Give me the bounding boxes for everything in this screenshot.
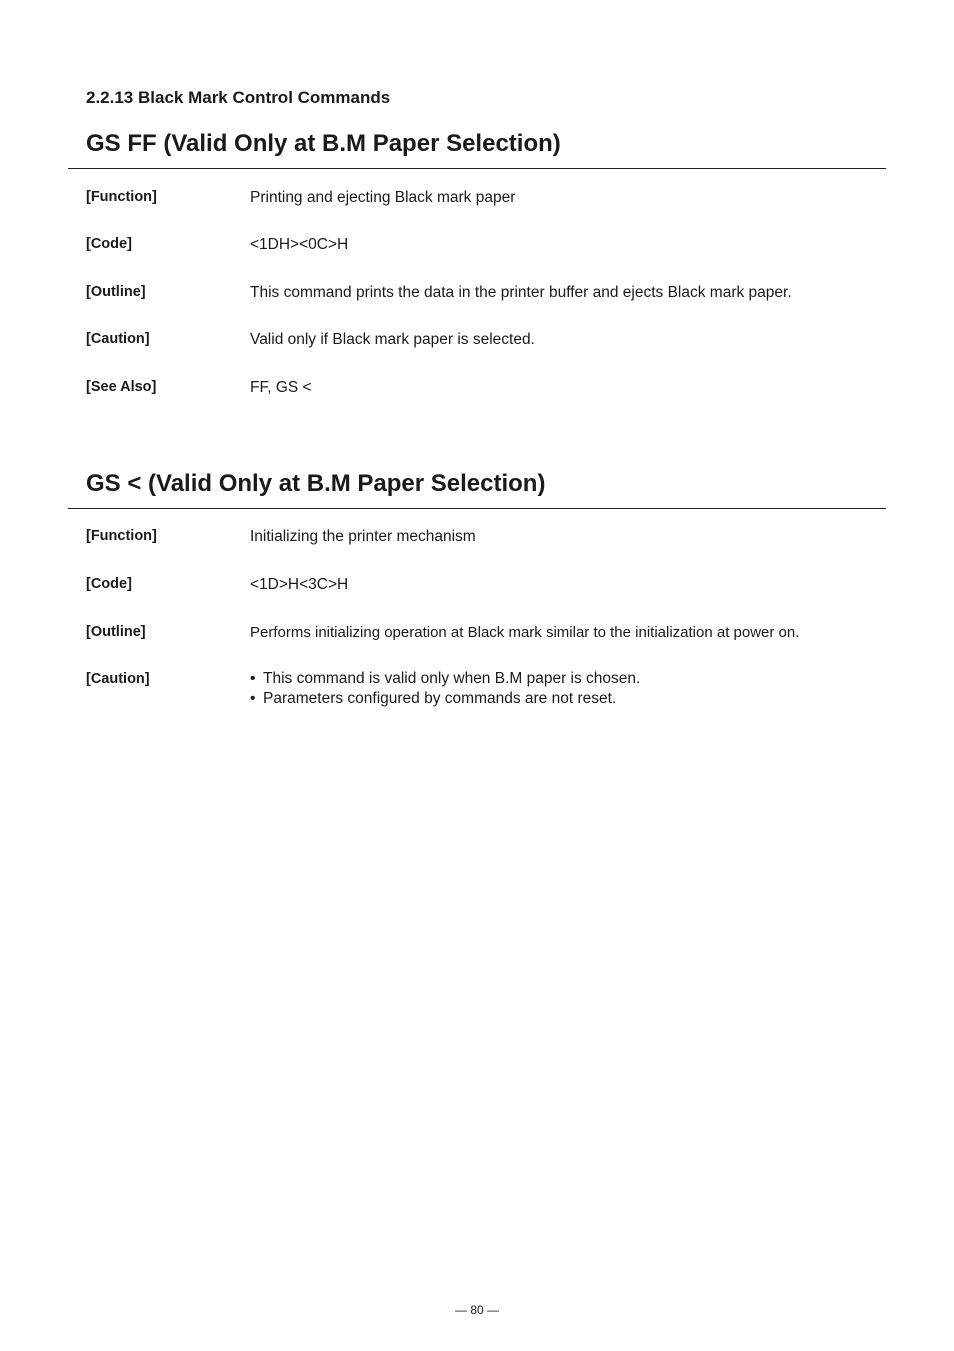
page-number: — 80 —: [454, 1303, 499, 1317]
section-heading: 2.2.13 Black Mark Control Commands: [86, 88, 391, 107]
outline-value: This command prints the data in the printer buffer and ejects Black mark paper.: [250, 284, 792, 301]
code-label: [Code]: [86, 236, 132, 252]
function-value: Printing and ejecting Black mark paper: [250, 189, 516, 206]
caution-bullet: • Parameters configured by commands are not reset.: [250, 687, 640, 711]
caution-list-wrapper: [250, 671, 640, 711]
caution-label: [Caution]: [86, 331, 150, 347]
see-also-value: FF, GS <: [250, 379, 312, 396]
command-title: GS < (Valid Only at B.M Paper Selection): [86, 470, 546, 497]
code-value: <1DH><0C>H: [250, 236, 349, 253]
caution-label: [Caution]: [86, 671, 150, 687]
command-title: GS FF (Valid Only at B.M Paper Selection): [86, 130, 561, 157]
code-value: <1D>H<3C>H: [250, 576, 349, 593]
outline-value: Performs initializing operation at Black mark similar to the initialization at power on.: [250, 624, 800, 641]
function-label: [Function]: [86, 528, 157, 544]
see-also-label: [See Also]: [86, 379, 157, 395]
outline-label: [Outline]: [86, 284, 146, 300]
caution-value: Valid only if Black mark paper is selected.: [250, 331, 535, 348]
title-divider: [68, 508, 886, 509]
caution-bullet-list: [250, 667, 640, 711]
title-divider: [68, 168, 886, 169]
outline-label: [Outline]: [86, 624, 146, 640]
function-label: [Function]: [86, 189, 157, 205]
function-value: Initializing the printer mechanism: [250, 528, 476, 545]
caution-bullet: • This command is valid only when B.M paper is chosen.: [250, 667, 640, 691]
code-label: [Code]: [86, 576, 132, 592]
